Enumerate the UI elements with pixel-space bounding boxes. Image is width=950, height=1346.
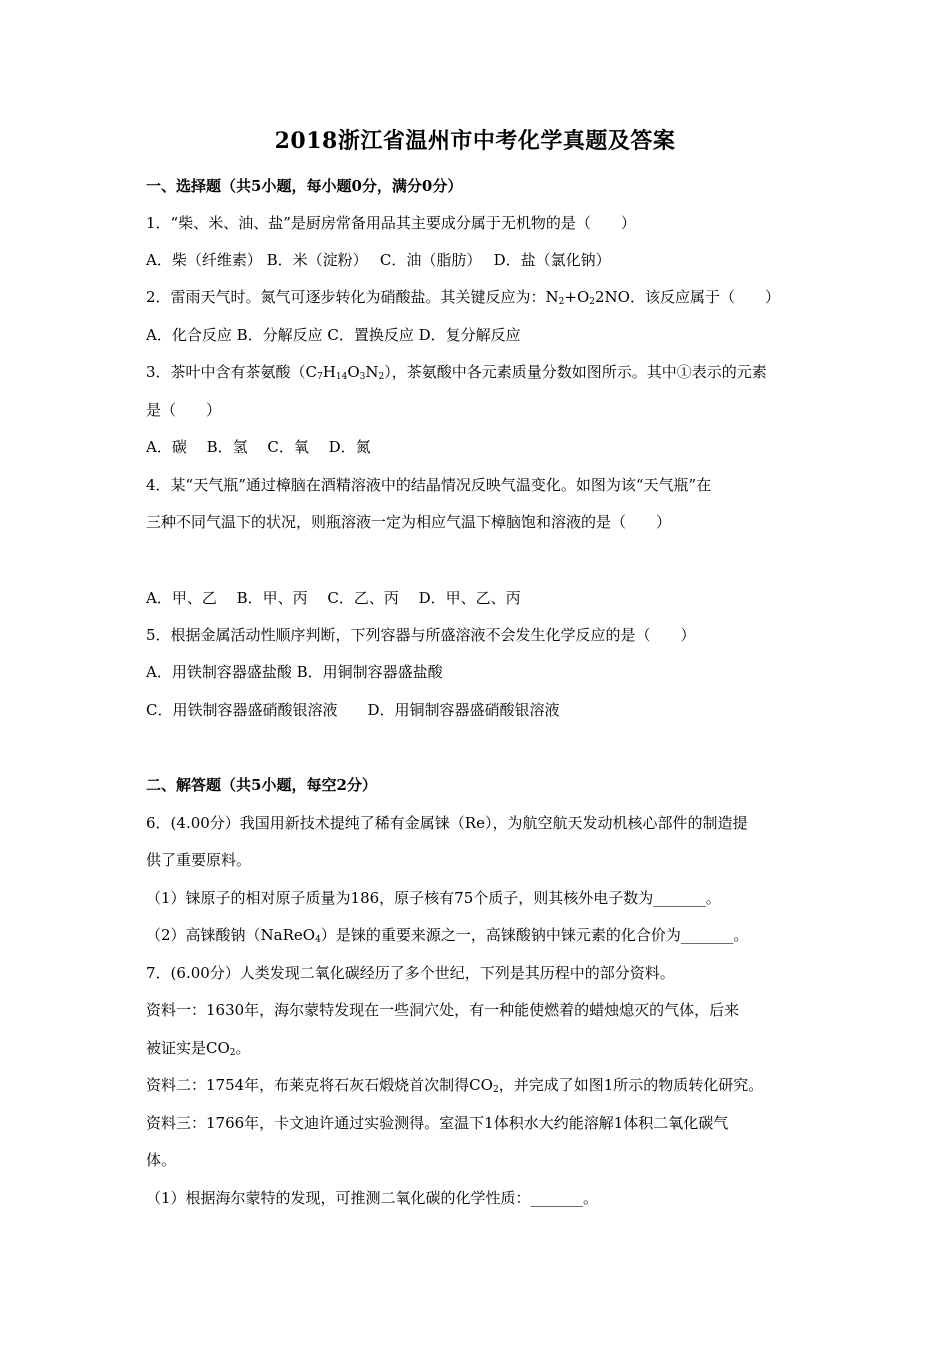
q4-stem: 4．某“天气瓶”通过樟脑在酒精溶液中的结晶情况反映气温变化。如图为该“天气瓶”在 [146, 476, 712, 494]
q5-options-ab: A．用铁制容器盛盐酸 B．用铜制容器盛盐酸 [146, 663, 443, 681]
q6-stem: 6．(4.00分）我国用新技术提纯了稀有金属铼（Re），为航空航天发动机核心部件的制造提 [146, 814, 748, 832]
q4-options: A．甲、乙 B．甲、丙 C．乙、丙 D．甲、乙、丙 [146, 589, 521, 607]
q4-stem-cont: 三种不同气温下的状况，则瓶溶液一定为相应气温下樟脑饱和溶液的是（ ） [146, 513, 672, 531]
q7-material1-cont: 被证实是$CO_2$。 [146, 1039, 251, 1058]
q7-material1: 资料一：1630年，海尔蒙特发现在一些洞穴处，有一种能使燃着的蜡烛熄灭的气体，后来 [146, 1001, 740, 1019]
q7-material3-cont: 体。 [146, 1151, 177, 1169]
q3-stem: 3．茶叶中含有茶氨酸$(C_7H_{14}O_3N_2)$，茶氨酸中各元素质量分数如图所示。其中①表示的元素 [146, 363, 767, 382]
q6-part1: （1）铼原子的相对原子质量为186，原子核有75个质子，则其核外电子数为_______。 [146, 889, 721, 907]
q3-options: A．碳 B．氢 C．氧 D．氮 [146, 438, 371, 456]
q1-stem: 1．“柴、米、油、盐”是厨房常备用品其主要成分属于无机物的是（ ） [146, 214, 636, 232]
section1-header: 一、选择题（共5小题，每小题0分，满分0分） [146, 177, 463, 195]
q7-material3: 资料三：1766年，卡文迪许通过实验测得。室温下1体积水大约能溶解1体积二氧化碳气 [146, 1114, 729, 1132]
page-title: 2018浙江省温州市中考化学真题及答案 [274, 128, 676, 154]
q7-stem: 7．(6.00分）人类发现二氧化碳经历了多个世纪，下列是其历程中的部分资料。 [146, 964, 675, 982]
q7-part1: （1）根据海尔蒙特的发现，可推测二氧化碳的化学性质：_______。 [146, 1189, 599, 1207]
q6-part2: （2）高铼酸钠（NaReO$_4$）是铼的重要来源之一，高铼酸钠中铼元素的化合价为_______。 [146, 926, 749, 945]
q2-options: A．化合反应 B．分解反应 C．置换反应 D．复分解反应 [146, 326, 521, 344]
q1-options: A．柴（纤维素） B．米（淀粉） C．油（脂肪） D．盐（氯化钠） [146, 251, 611, 269]
q5-options-cd: C．用铁制容器盛硝酸银溶液 D．用铜制容器盛硝酸银溶液 [146, 701, 560, 719]
q6-stem-cont: 供了重要原料。 [146, 851, 252, 869]
q7-material2: 资料二：1754年，布莱克将石灰石煅烧首次制得$CO_2$，并完成了如图1所示的物质转化研究。 [146, 1076, 764, 1095]
q2-stem: 2．雷雨天气时。氮气可逐步转化为硝酸盐。其关键反应为：$N_2+O_22NO$．该反应属于（ ） [146, 288, 780, 307]
section2-header: 二、解答题（共5小题，每空2分） [146, 776, 377, 794]
q5-stem: 5．根据金属活动性顺序判断，下列容器与所盛溶液不会发生化学反应的是（ ） [146, 626, 696, 644]
q3-stem-cont: 是（ ） [146, 401, 222, 419]
